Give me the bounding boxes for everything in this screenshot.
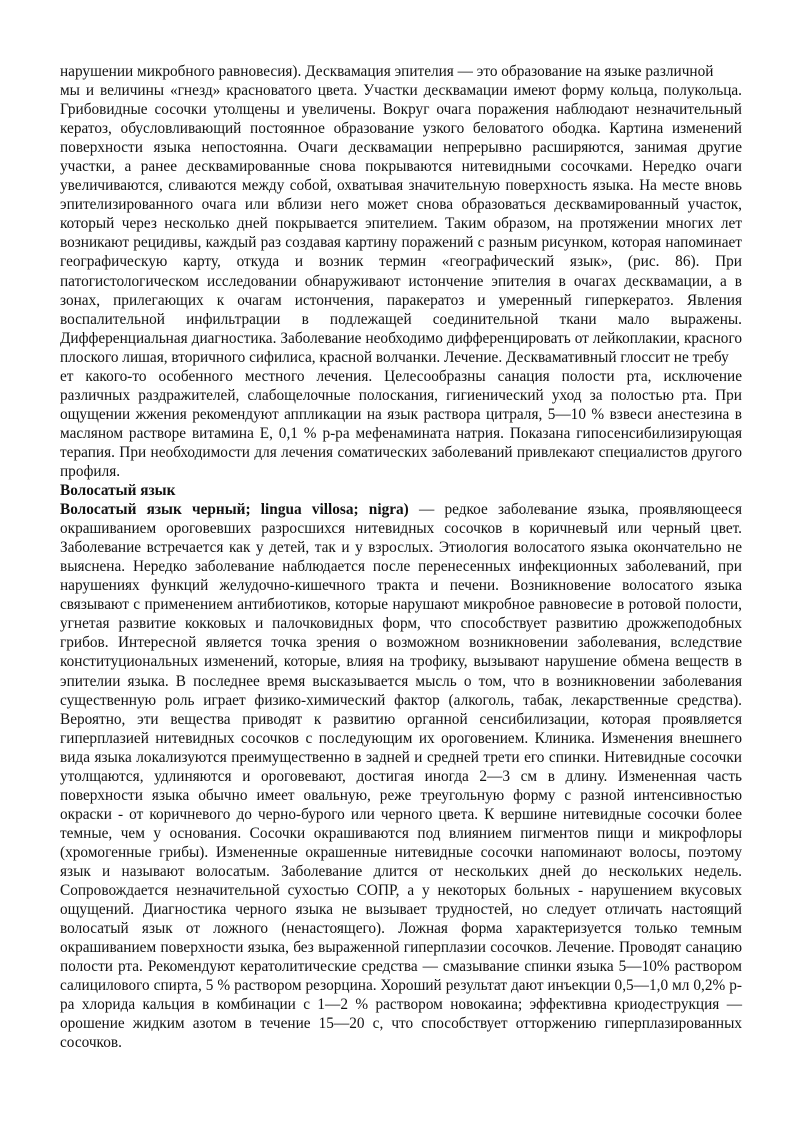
paragraph-hairy-tongue bbox=[60, 500, 742, 1052]
document-page bbox=[60, 62, 742, 1052]
hairy-tongue-text: — редкое заболевание языка, проявляющееся окрашиванием ороговевших разросшихся нитевидных сосочков в коричневый или черный цвет. Заболевание встречается как у детей, так и у взрослых. Этиология волосатого языка окончательно не выяснена. Нередко заболевание наблюдается после перенесенных инфекционных заболеваний, при нарушениях функций желудочно-кишечного тракта и печени. Возникновение волосатого языка связывают с применением антибиотиков, которые нарушают микробное равновесие в ротовой полости, угнетая развитие кокковых и палочковидных форм, что способствует развитию дрожжеподобных грибов. Интересной является точка зрения о возможном возникновении заболевания, вследствие конституциональных изменений, которые, влияя на трофику, вызывают нарушение обмена веществ в эпителии языка. В последнее время высказывается мысль о том, что в возникновении заболевания существенную роль играет физико-химический фактор (алкоголь, табак, лекарственные средства). Вероятно, эти вещества приводят к развитию органной сенсибилизации, которая проявляется гиперплазией нитевидных сосочков с последующим их ороговением. Клиника. Изменения внешнего вида языка локализуются преимущественно в задней и средней трети его спинки. Нитевидные сосочки утолщаются, удлиняются и ороговевают, достигая иногда 2—3 см в длину. Измененная часть поверхности языка обычно имеет овальную, реже треугольную форму с разной интенсивностью окраски - от коричневого до черно-бурого или черного цвета. К вершине нитевидные сосочки более темные, чем у основания. Сосочки окрашиваются под влиянием пигментов пищи и микрофлоры (хромогенные грибы). Измененные окрашенные нитевидные сосочки напоминают волосы, поэтому язык и называют волосатым. Заболевание длится от нескольких дней до нескольких недель. Сопровождается незначительной сухостью СОПР, а у некоторых больных - нарушением вкусовых ощущений. Диагностика черного языка не вызывает трудностей, но следует отличать настоящий волосатый язык от ложного (ненастоящего). Ложная форма характеризуется только темным окрашиванием поверхности языка, без выраженной гиперплазии сосочков. Лечение. Проводят санацию полости рта. Рекомендуют кератолитические средства — смазывание спинки языка 5—10% раствором салицилового спирта, 5 % раствором резорцина. Хороший результат дают инъекции 0,5—1,0 мл 0,2% р-ра хлорида кальция в комбинации с 1—2 % раствором новокаина; эффективна криодеструкция — орошение жидким азотом в течение 15—20 с, что способствует отторжению гиперплазированных сосочков. bbox=[60, 501, 742, 1052]
paragraph-desquamation-intro: нарушении микробного равновесия). Десквамация эпителия — это образование на языке различной bbox=[60, 63, 714, 80]
paragraph-desquamation-treatment: ет какого-то особенного местного лечения. Целесообразны санация полости рта, исключение различных раздражителей, слабощелочные полоскания, гигиенический уход за полостью рта. При ощущении жжения рекомендуют аппликации на язык раствора цитраля, 5—10 % взвеси анестезина в масляном растворе витамина Е, 0,1 % р-ра мефенамината натрия. Показана гипосенсибилизирующая терапия. При необходимости для лечения соматических заболеваний привлекают специалистов другого профиля. bbox=[60, 367, 742, 480]
section-heading-hairy-tongue: Волосатый язык bbox=[60, 482, 176, 500]
paragraph-desquamation-description: мы и величины «гнезд» красноватого цвета. Участки десквамации имеют форму кольца, полукольца. Грибовидные сосочки утолщены и увеличены. Вокруг очага поражения наблюдают незначительный кератоз, обусловливающий постоянное образование узкого беловатого ободка. Картина изменений поверхности языка непостоянна. Очаги десквамации непрерывно расширяются, занимая другие участки, а ранее десквамированные снова покрываются нитевидными сосочками. Нередко очаги увеличиваются, сливаются между собой, охватывая значительную поверхность языка. На месте вновь эпителизированного очага или вблизи него может снова образоваться десквамированный участок, который через несколько дней покрывается эпителием. Таким образом, на протяжении многих лет возникают рецидивы, каждый раз создавая картину поражений с разным рисунком, которая напоминает географическую карту, откуда и возник термин «географический язык», (рис. 86). При патогистологическом исследовании обнаруживают истончение эпителия в очагах десквамации, а в зонах, прилегающих к очагам истончения, паракератоз и умеренный гиперкератоз. Явления воспалительной инфильтрации в подлежащей соединительной ткани мало выражены. Дифференциальная диагностика. Заболевание необходимо дифференцировать от лейкоплакии, красного плоского лишая, вторичного сифилиса, красной волчанки. Лечение. Десквамативный глоссит не требу bbox=[60, 82, 742, 366]
hairy-tongue-term: Волосатый язык черный; lingua villosa; nigra) bbox=[60, 501, 409, 519]
